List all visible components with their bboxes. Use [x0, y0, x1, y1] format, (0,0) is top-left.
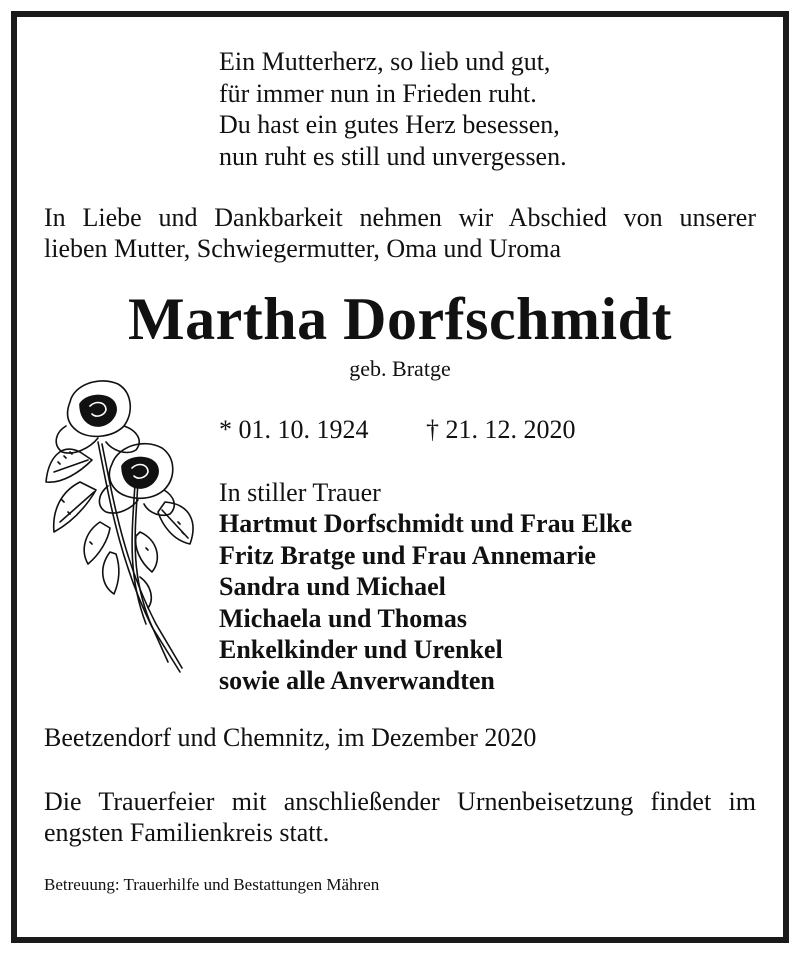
mourner-name: Michaela und Thomas — [219, 603, 468, 633]
birth-date: * 01. 10. 1924 — [219, 415, 369, 444]
poem-line: Ein Mutterherz, so lieb und gut, — [219, 47, 551, 76]
mourner-name: Hartmut Dorfschmidt und Frau Elke — [219, 509, 633, 539]
mourner-name: sowie alle Anverwandten — [219, 666, 495, 696]
poem-line: Du hast ein gutes Herz besessen, — [219, 110, 560, 139]
farewell-intro-line-1: In Liebe und Dankbarkeit nehmen wir Abschied von unserer — [44, 203, 756, 232]
birth-name: geb. Bratge — [349, 356, 451, 381]
mourners-list — [219, 477, 632, 697]
farewell-intro — [44, 202, 756, 264]
undertaker-credit: Betreuung: Trauerhilfe und Bestattungen Mähren — [44, 875, 380, 894]
funeral-note-line-2: engsten Familienkreis statt. — [44, 818, 330, 847]
memorial-poem — [219, 46, 567, 172]
funeral-note-line-1: Die Trauerfeier mit anschließender Urnenbeisetzung findet im — [44, 787, 756, 816]
funeral-note — [44, 786, 756, 848]
mourner-name: Enkelkinder und Urenkel — [219, 635, 503, 665]
mourner-name: Sandra und Michael — [219, 572, 446, 602]
poem-line: nun ruht es still und unvergessen. — [219, 141, 567, 171]
death-date: † 21. 12. 2020 — [426, 415, 576, 444]
roses-icon — [40, 372, 200, 677]
mourners-intro: In stiller Trauer — [219, 478, 381, 507]
deceased-name: Martha Dorfschmidt — [128, 286, 672, 352]
place-and-date: Beetzendorf und Chemnitz, im Dezember 2020 — [44, 723, 537, 752]
poem-line: für immer nun in Frieden ruht. — [219, 78, 537, 108]
mourner-name: Fritz Bratge und Frau Annemarie — [219, 540, 596, 570]
farewell-intro-line-2: lieben Mutter, Schwiegermutter, Oma und Uroma — [44, 234, 562, 263]
